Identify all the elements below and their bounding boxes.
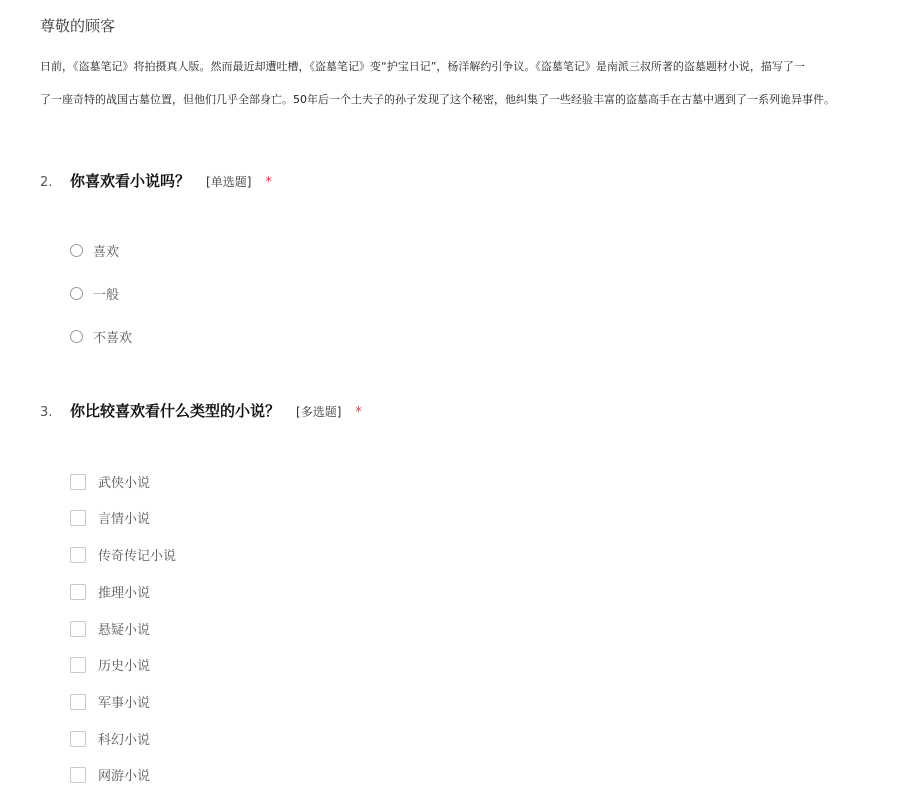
option-label: 悬疑小说 [98, 623, 151, 638]
checkbox[interactable] [70, 731, 86, 747]
checkbox[interactable] [70, 621, 86, 637]
option-label: 一般 [93, 288, 120, 303]
q2-option-dislike[interactable] [70, 327, 132, 346]
option-label: 网游小说 [98, 769, 151, 784]
option-label: 军事小说 [98, 696, 151, 711]
option-label: 武侠小说 [98, 476, 151, 491]
radio-button[interactable] [70, 330, 83, 343]
q3-option-scifi[interactable] [70, 729, 150, 748]
question-number: 3. [40, 405, 53, 420]
question-type-label: [单选题] [206, 175, 252, 189]
q3-option-detective[interactable] [70, 582, 150, 601]
option-label: 传奇传记小说 [98, 549, 177, 564]
checkbox[interactable] [70, 584, 86, 600]
checkbox[interactable] [70, 694, 86, 710]
question-title: 你比较喜欢看什么类型的小说？ [70, 402, 281, 420]
question-2-header [40, 170, 272, 191]
intro-line-1: 日前，《盗墓笔记》将拍摄真人版。然而最近却遭吐槽，《盗墓笔记》变“护宝日记”，杨洋解约引争议。《盗墓笔记》是南派三叔所著的盗墓题材小说，描写了一 [40, 60, 805, 73]
checkbox[interactable] [70, 510, 86, 526]
radio-button[interactable] [70, 287, 83, 300]
option-label: 言情小说 [98, 512, 151, 527]
radio-button[interactable] [70, 244, 83, 257]
checkbox[interactable] [70, 657, 86, 673]
checkbox[interactable] [70, 767, 86, 783]
option-label: 科幻小说 [98, 733, 151, 748]
intro-line-2: 了一座奇特的战国古墓位置，但他们几乎全部身亡。50年后一个土夫子的孙子发现了这个秘密，他纠集了一些经验丰富的盗墓高手在古墓中遇到了一系列诡异事件。 [40, 93, 835, 106]
q3-option-wuxia[interactable] [70, 472, 150, 491]
question-3-header [40, 400, 362, 421]
question-title: 你喜欢看小说吗？ [70, 172, 191, 190]
question-type-label: [多选题] [296, 405, 342, 419]
required-mark: * [355, 405, 362, 420]
option-label: 推理小说 [98, 586, 151, 601]
q2-option-like[interactable] [70, 241, 119, 260]
option-label: 历史小说 [98, 659, 151, 674]
q3-option-history[interactable] [70, 655, 150, 674]
q3-option-online-game[interactable] [70, 765, 150, 784]
q3-option-biography[interactable] [70, 545, 176, 564]
required-mark: * [265, 175, 272, 190]
option-label: 喜欢 [93, 245, 120, 260]
q3-option-suspense[interactable] [70, 619, 150, 638]
greeting-text: 尊敬的顾客 [40, 17, 116, 35]
option-label: 不喜欢 [93, 331, 133, 346]
q3-option-romance[interactable] [70, 508, 150, 527]
checkbox[interactable] [70, 547, 86, 563]
q2-option-neutral[interactable] [70, 284, 119, 303]
question-number: 2. [40, 175, 53, 190]
q3-option-military[interactable] [70, 692, 150, 711]
checkbox[interactable] [70, 474, 86, 490]
